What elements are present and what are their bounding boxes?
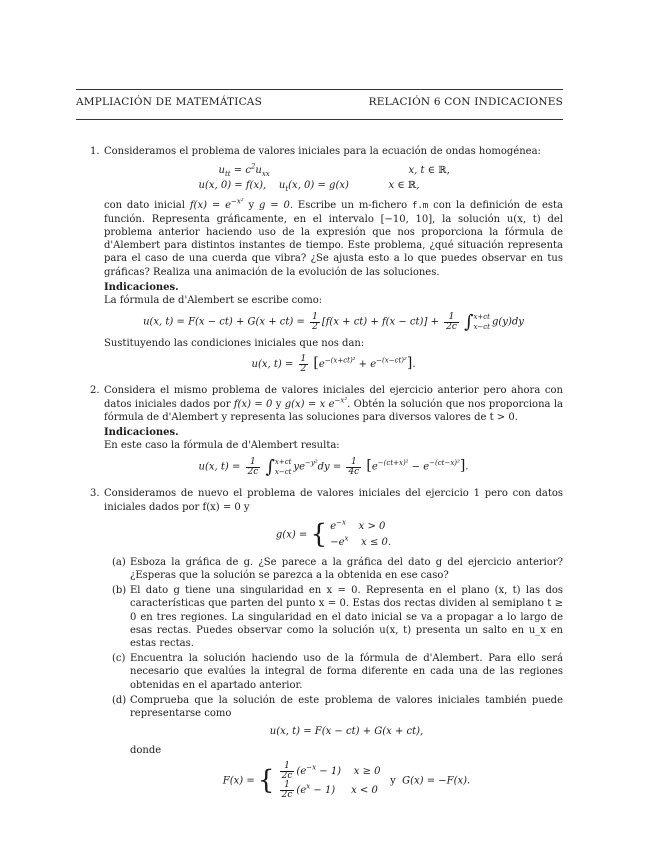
subitem-b: (b) El dato g tiene una singularidad en x = 0. Representa en el plano (x, t) las dos características que parten del punto x = 0. Estas dos rectas dividen al semiplano t ≥ 0 en tres regiones. La singularidad en el dato inicial se va a propagar a lo largo de esas rectas. Puedes observar como la solución u(x, t) presenta un salto en u_x en estas rectas. (112, 585, 563, 650)
subitem-c: (c) Encuentra la solución haciendo uso de la fórmula de d'Alembert. Para ello será necesario que evalúes la integral de forma diferente en cada una de las regiones obtenidas en el apartado anterior. (112, 653, 563, 691)
problem-number: 2. (90, 385, 100, 397)
problem-list (76, 145, 563, 810)
problem-intro: Consideramos el problema de valores iniciales para la ecuación de ondas homogénea: (104, 146, 541, 157)
subitem-d: (d) Comprueba que la solución de este problema de valores iniciales también puede representarse como u(x, t) = F(x − ct) + G(x + ct), donde F(x) = { $\frac{1}{2c}$ $(e^{-x} - 1)$ x ≥ 0 $\frac{1}{2c}$ $(e^x - 1)$ x < 0 y G(x) = −F(x). (112, 694, 563, 800)
piecewise-g: g(x) = { $e^{-x}$ x > 0 $-e^x$ x ≤ 0. (275, 518, 392, 550)
header-sheet-title: RELACIÓN 6 CON INDICACIONES (368, 96, 563, 108)
header-course-title: AMPLIACIÓN DE MATEMÁTICAS (76, 96, 262, 108)
initial-conditions: u(x, 0) = f(x), $u_t(x$, 0) = g(x) x ∈ ℝ, (198, 180, 420, 194)
top-rule (76, 89, 563, 90)
problem-intro: Consideramos de nuevo el problema de valores iniciales del ejercicio 1 pero con datos iniciales dados por f(x) = 0 y (104, 488, 563, 513)
wave-equation: $u_{tt} = c^2u_{xx}$ x, t ∈ ℝ, (218, 162, 450, 179)
donde-word: donde (130, 744, 162, 756)
subitem-a: (a) Esboza la gráfica de g. ¿Se parece a la gráfica del dato g del ejercicio anterior? ¿Esperas que la solución se parezca a la obtenida en ese caso? (112, 556, 563, 582)
solution-formula: u(x, t) = $\frac{1}{2}$ $[e^{-(x+ct)^2} + e^{-(x-ct)^2}]$. (251, 354, 416, 375)
dalembert-formula: u(x, t) = F(x − ct) + G(x + ct) = $\frac{1}{2}$ [f(x + ct) + f(x − ct)] + $\frac{1}{2c}$ ∫ x+ct x−ct g(y)dy (143, 311, 524, 333)
solution-formula: u(x, t) = $\frac{1}{2c}$ ∫ x+ct x−ct $ye^{-y^2}dy$ = $\frac{1}{4c}$ $[e^{-(ct+x)^2} - e^{-(ct-x)^2}]$. (198, 456, 469, 478)
hint-text: En este caso la fórmula de d'Alembert resulta: (104, 440, 340, 452)
header-rule (76, 119, 563, 120)
filename: f.m (411, 200, 429, 211)
problem-body: Considera el mismo problema de valores iniciales del ejercicio anterior pero ahora con datos iniciales dados por f(x) = 0 y g(x) = x $e^{-x^2}$. Obtén la solución que nos proporciona la fórmula de d'Alembert y representa las soluciones para diversos valores de t > 0. (104, 385, 563, 423)
hint-text: La fórmula de d'Alembert se escribe como: (104, 295, 323, 307)
problem-1 (76, 145, 563, 374)
problem-number: 1. (90, 146, 100, 157)
problem-number: 3. (90, 488, 100, 500)
problem-body: con dato inicial $f(x) = e^{-x^2}$ y g = 0. Escribe un m-fichero f.m con la definición de esta función. Representa gráficamente, en el intervalo [−10, 10], la solución u(x, t) del problema anterior haciendo uso de la expresión que nos proporciona la fórmula de d'Alembert para distintos instantes de tiempo. Este problema, ¿qué situación representa para el caso de una cuerda que vibra? ¿Se ajusta esto a lo que puedes observar en tus gráficas? Realiza una animación de la evolución de las soluciones. (104, 197, 563, 278)
decomposition-formula: u(x, t) = F(x − ct) + G(x + ct), (269, 726, 424, 738)
problem-2 (76, 384, 563, 477)
problem-3 (76, 487, 563, 799)
hint-text-2: Sustituyendo las condiciones iniciales que nos dan: (104, 338, 365, 350)
piecewise-F: F(x) = { $\frac{1}{2c}$ $(e^{-x} - 1)$ x ≥ 0 $\frac{1}{2c}$ $(e^x - 1)$ x < 0 y G(x) = −F(x). (222, 760, 471, 800)
hints-title: Indicaciones. (104, 427, 179, 439)
hints-title: Indicaciones. (104, 281, 179, 293)
